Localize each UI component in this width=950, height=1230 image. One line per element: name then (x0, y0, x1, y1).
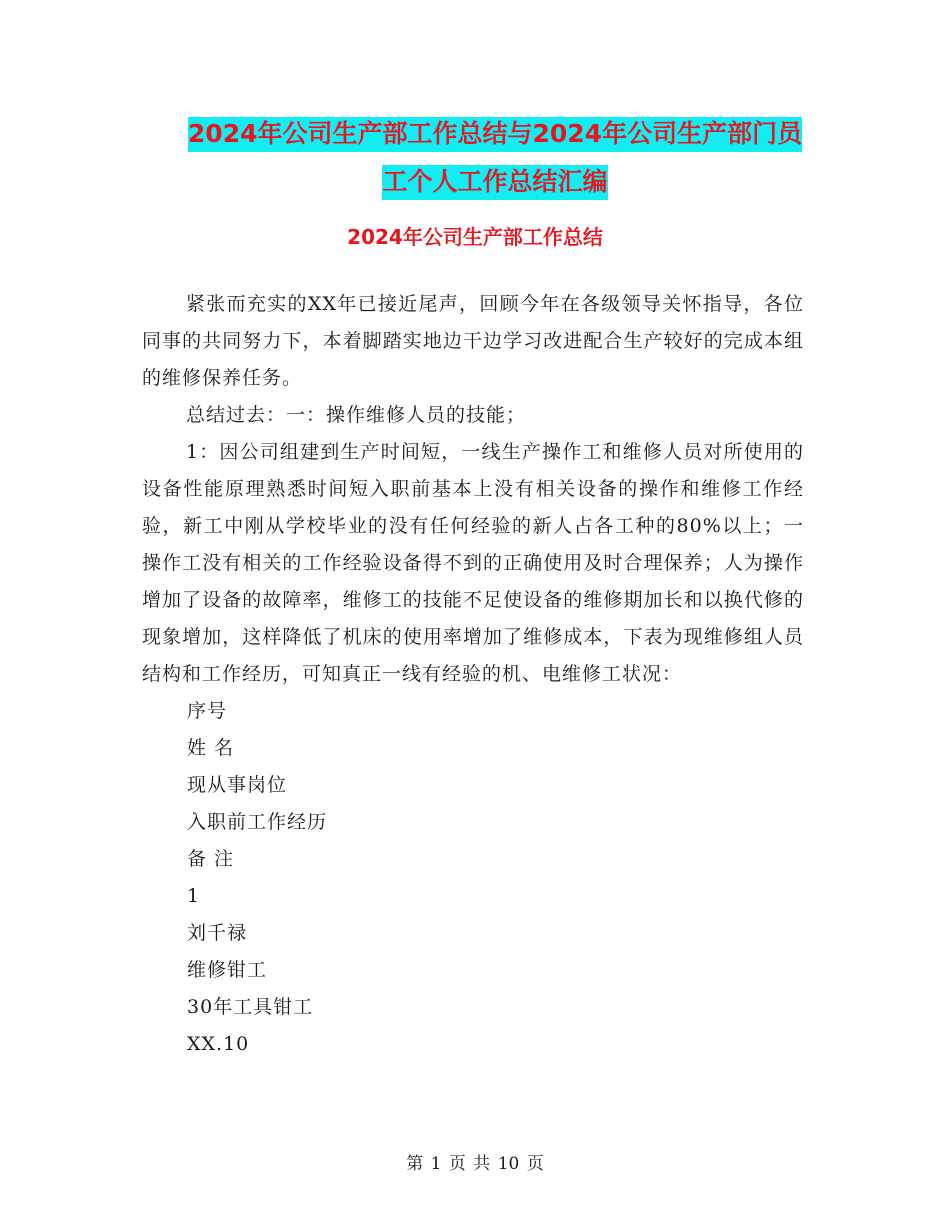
table-header-name: 姓 名 (187, 737, 235, 759)
table-cell-experience: 30年工具钳工 (187, 996, 314, 1018)
document-title (140, 110, 850, 206)
document-body (142, 286, 804, 1063)
paragraph-intro: 紧张而充实的XX年已接近尾声，回顾今年在各级领导关怀指导，各位同事的共同努力下，本着脚踏实地边干边学习改进配合生产较好的完成本组的维修保养任务。 (142, 293, 804, 389)
table-cell-notes: XX.10 (187, 1033, 250, 1055)
table-header-experience: 入职前工作经历 (187, 811, 328, 833)
table-cell-position: 维修钳工 (187, 959, 268, 981)
table-header-seq: 序号 (187, 700, 228, 722)
table-cell-seq: 1 (187, 885, 201, 907)
table-cell-name: 刘千禄 (187, 922, 248, 944)
page-footer: 第 1 页 共 10 页 (406, 1154, 544, 1174)
document-title-line-2: 工个人工作总结汇编 (382, 165, 607, 200)
document-title-line-1: 2024年公司生产部工作总结与2024年公司生产部门员 (188, 117, 802, 152)
table-header-position: 现从事岗位 (187, 774, 288, 796)
paragraph-point-1: 1：因公司组建到生产时间短，一线生产操作工和维修人员对所使用的设备性能原理熟悉时间短入职前基本上没有相关设备的操作和维修工作经验，新工中刚从学校毕业的没有任何经验的新人占各工种的80%以上；一操作工没有相关的工作经验设备得不到的正确使用及时合理保养；人为操作增加了设备的故障率，维修工的技能不足使设备的维修期加长和以换代修的现象增加，这样降低了机床的使用率增加了维修成本，下表为现维修组人员结构和工作经历，可知真正一线有经验的机、电维修工状况： (142, 441, 804, 685)
section-title: 2024年公司生产部工作总结 (347, 225, 603, 249)
table-header-notes: 备 注 (187, 848, 235, 870)
paragraph-summary-heading: 总结过去：一：操作维修人员的技能； (186, 404, 527, 426)
staff-table-lines (142, 693, 804, 1063)
